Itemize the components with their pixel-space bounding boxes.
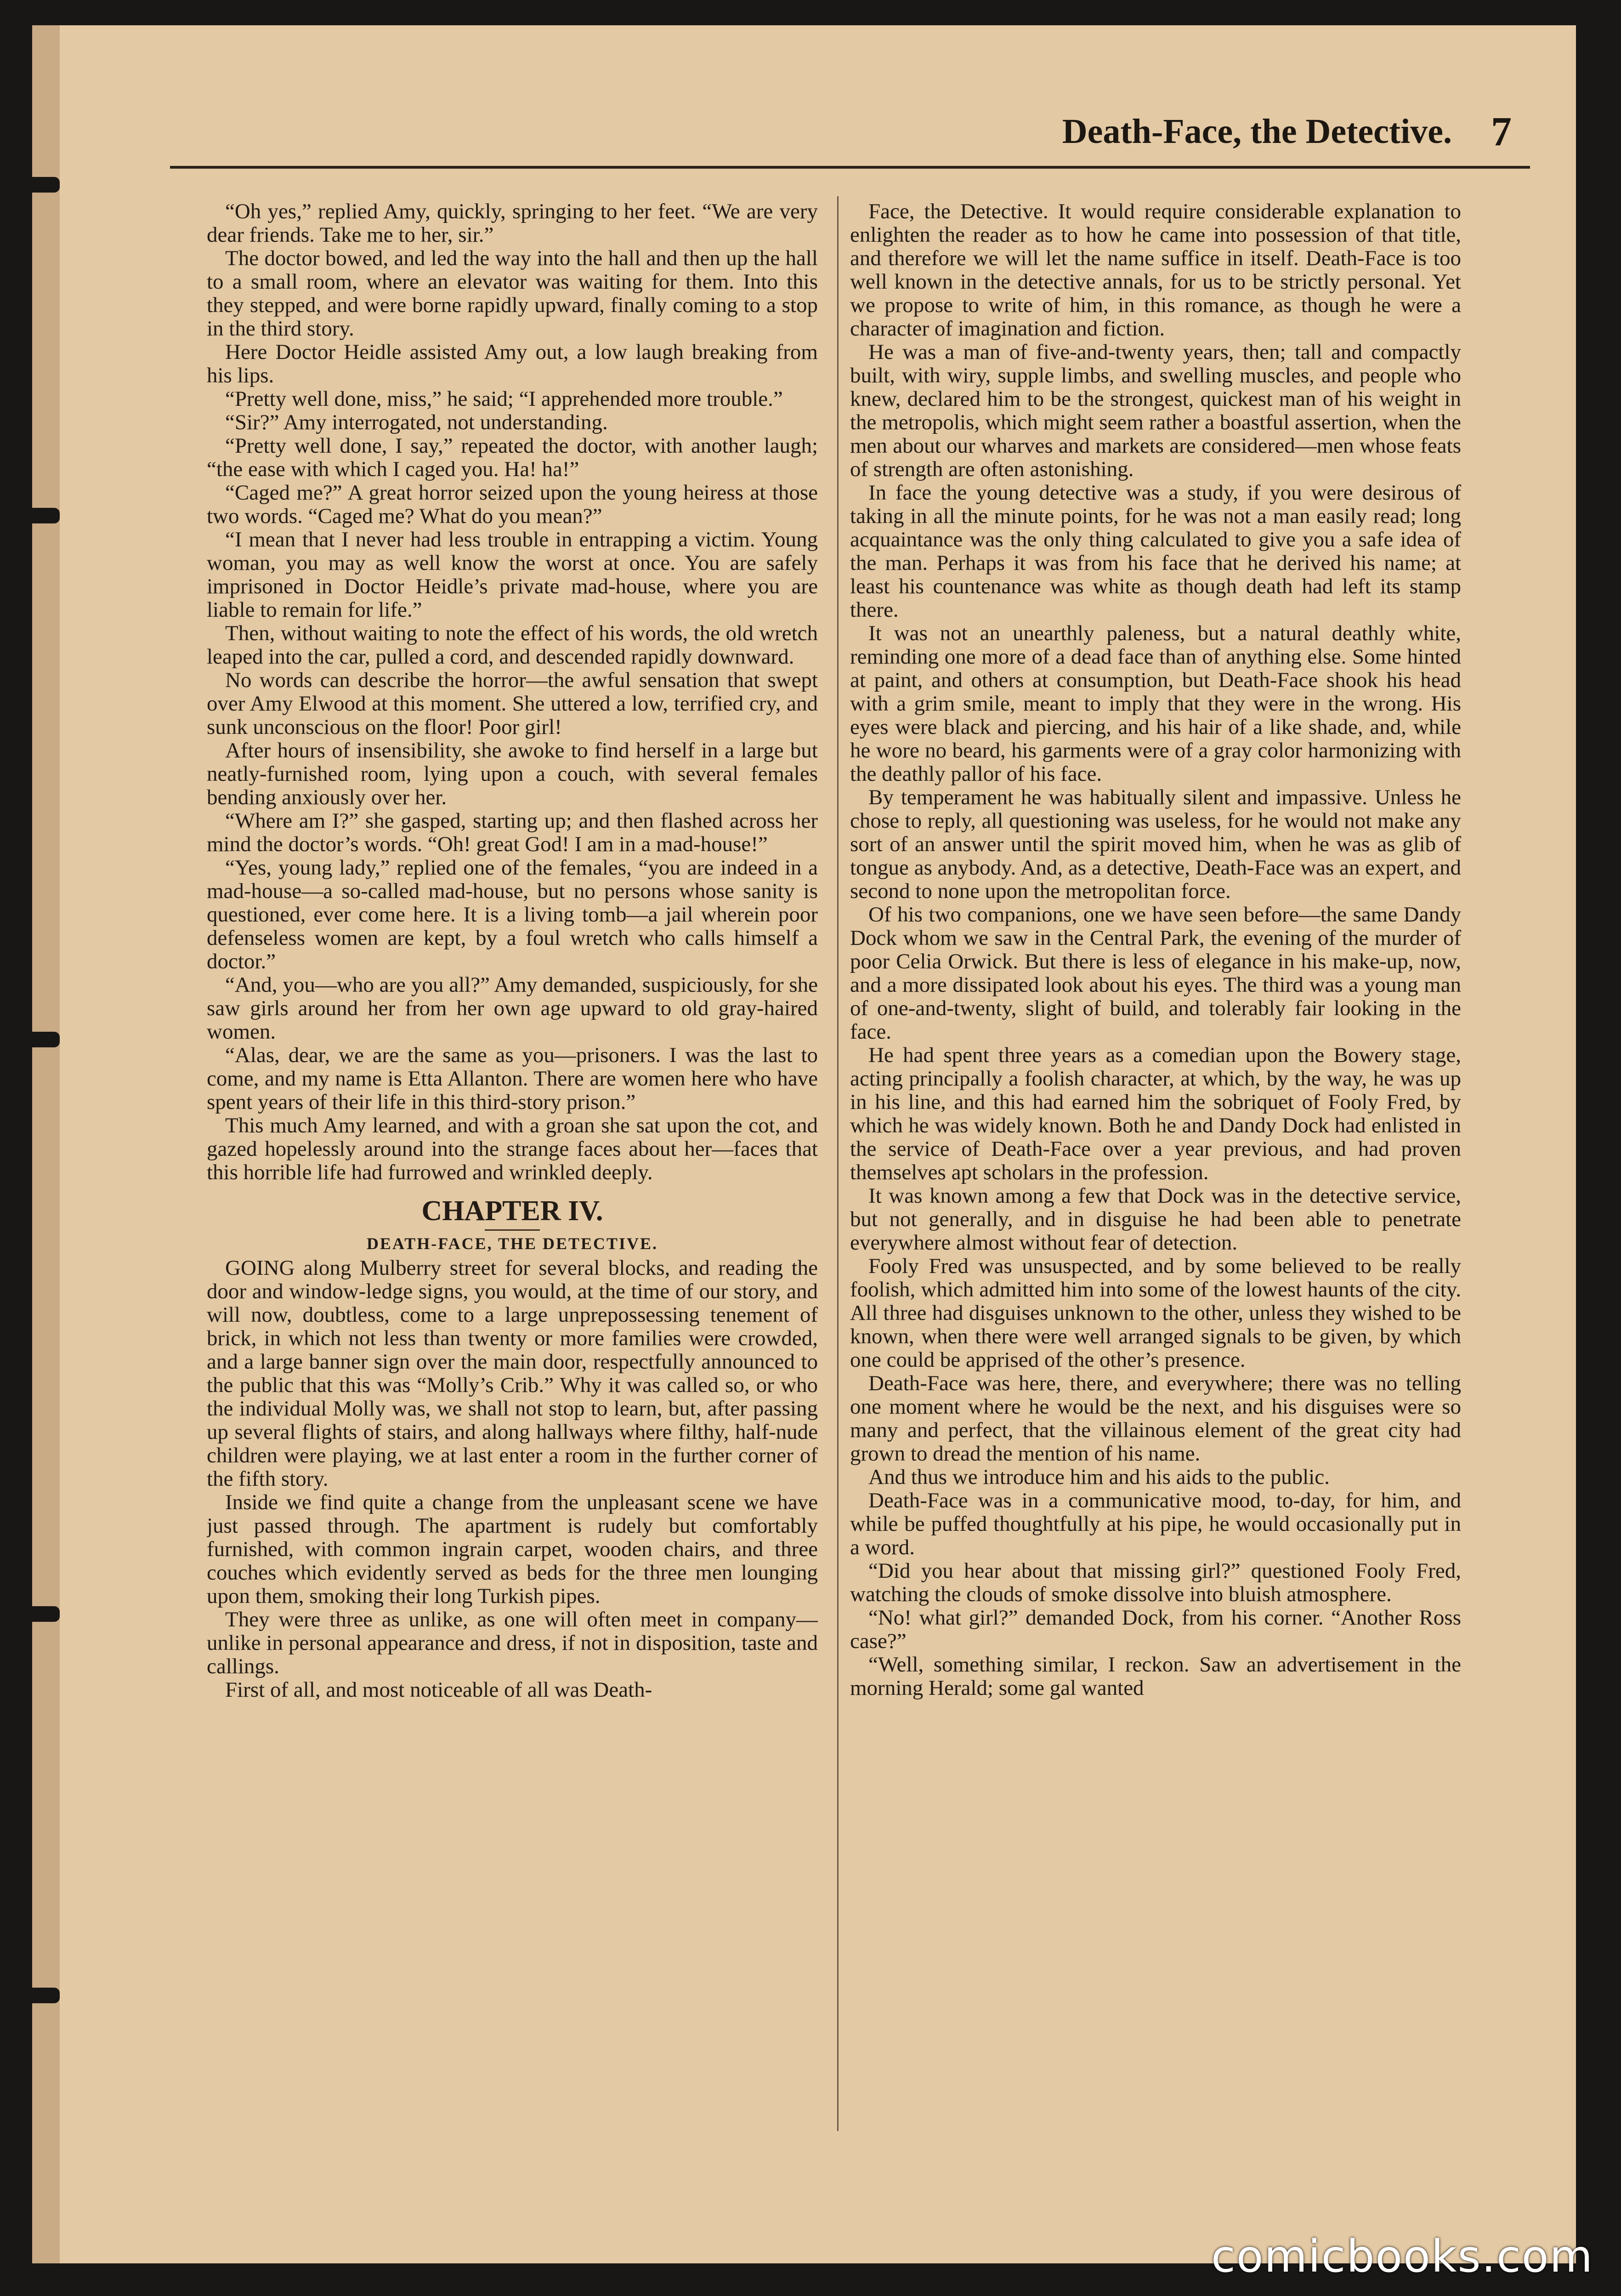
paragraph: “Oh yes,” replied Amy, quickly, springing to her feet. “We are very dear friends. Take me to her, sir.” [207,200,818,247]
paragraph: “Caged me?” A great horror seized upon the young heiress at those two words. “Caged me? What do you mean?” [207,481,818,528]
paragraph: “Well, something similar, I reckon. Saw an advertisement in the morning Herald; some gal wanted [850,1653,1461,1700]
running-header [170,90,1530,172]
chapter-heading: CHAPTER IV. [421,1195,603,1227]
paragraph: Here Doctor Heidle assisted Amy out, a low laugh breaking from his lips. [207,340,818,387]
paragraph: “Where am I?” she gasped, starting up; and then flashed across her mind the doctor’s words. “Oh! great God! I am in a mad-house!” [207,809,818,856]
paragraph: Of his two companions, one we have seen before—the same Dandy Dock whom we saw in the Central Park, the evening of the murder of poor Celia Orwick. But there is less of elegance in his make-up, now, and a more dissipated look about his eyes. The third was a young man of one-and-twenty, slight of build, and tolerably fair looking in the face. [850,903,1461,1044]
paragraph: “And, you—who are you all?” Amy demanded, suspiciously, for she saw girls around her from her own age upward to old gray-haired women. [207,973,818,1044]
paragraph: “Yes, young lady,” replied one of the females, “you are indeed in a mad-house—a so-called mad-house, but no persons whose sanity is questioned, ever come here. It is a living tomb—a jail wherein poor defenseless women are kept, by a foul wretch who calls himself a doctor.” [207,856,818,973]
paragraph: “No! what girl?” demanded Dock, from his corner. “Another Ross case?” [850,1606,1461,1653]
page-number: 7 [1491,109,1512,154]
paragraph: “Sir?” Amy interrogated, not understanding. [225,410,608,434]
binding-hole [32,1606,60,1622]
paragraph: No words can describe the horror—the awful sensation that swept over Amy Elwood at this moment. She uttered a low, terrified cry, and sunk unconscious on the floor! Poor girl! [207,668,818,739]
paragraph: Inside we find quite a change from the unpleasant scene we have just passed through. The apartment is rudely but comfortably furnished, with common ingrain carpet, wooden chairs, and three couches which evidently served as beds for the three men lounging upon them, smoking their long Turkish pipes. [207,1490,818,1608]
paragraph: Death-Face was here, there, and everywhere; there was no telling one moment where he would be the next, and his disguises were so many and perfect, that the villainous element of the great city had grown to dread the mention of his name. [850,1371,1461,1466]
page-gutter [32,25,60,2263]
paragraph: In face the young detective was a study, if you were desirous of taking in all the minute points, for he was not a man easily read; long acquaintance was the only thing calculated to give you a safe idea of the man. Perhaps it was from his face that he derived his name; at least his countenance was white as though death had left its stamp there. [850,481,1461,622]
paragraph: Fooly Fred was unsuspected, and by some believed to be really foolish, which admitted him into some of the lowest haunts of the city. All three had disguises unknown to the other, unless they wished to be known, when there were well arranged signals to be given, by which one could be apprised of the other’s presence. [850,1254,1461,1372]
right-paragraphs [850,200,1461,1700]
header-rule [170,166,1530,169]
paragraph: After hours of insensibility, she awoke to find herself in a large but neatly-furnished room, lying upon a couch, with several females bending anxiously over her. [207,739,818,809]
running-title: Death-Face, the Detective. [1062,112,1452,151]
binding-hole [32,1988,60,2003]
paragraph: This much Amy learned, and with a groan she sat upon the cot, and gazed hopelessly around into the strange faces about her—faces that this horrible life had furrowed and wrinkled deeply. [207,1114,818,1184]
binding-hole [32,1032,60,1047]
paragraph: Death-Face was in a communicative mood, to-day, for him, and while be puffed thoughtfully at his pipe, he would occasionally put in a word. [850,1489,1461,1559]
paragraph: They were three as unlike, as one will often meet in company—unlike in personal appearance and dress, if not in disposition, taste and callings. [207,1608,818,1678]
chapter-rule [485,1229,540,1231]
chapter-subheading: DEATH-FACE, THE DETECTIVE. [366,1234,658,1253]
paragraph: He was a man of five-and-twenty years, then; tall and compactly built, with wiry, supple limbs, and swelling muscles, and people who knew, declared him to be the strongest, quickest man of his weight in the metropolis, which might seem rather a boastful assertion, when the men about our wharves and markets are considered—men whose feats of strength are often astonishing. [850,340,1461,481]
paragraph: “I mean that I never had less trouble in entrapping a victim. Young woman, you may as well know the worst at once. You are safely imprisoned in Doctor Heidle’s private mad-house, where you are liable to remain for life.” [207,528,818,622]
binding-hole [32,177,60,193]
watermark: comicbooks.com [1211,2231,1593,2282]
paragraph: “Pretty well done, miss,” he said; “I apprehended more trouble.” [225,387,783,411]
paragraph: First of all, and most noticeable of all was Death- [225,1678,652,1702]
paragraph: “Pretty well done, I say,” repeated the doctor, with another laugh; “the ease with which I caged you. Ha! ha!” [207,434,818,481]
paragraph: Then, without waiting to note the effect of his words, the old wretch leaped into the car, pulled a cord, and descended rapidly downward. [207,621,818,669]
paragraph: GOING along Mulberry street for several blocks, and reading the door and window-ledge signs, you would, at the time of our story, and will now, doubtless, come to a large unprepossessing tenement of brick, in which not less than twenty or more families were crowded, and a large banner sign over the main door, respectfully announced to the public that this was “Molly’s Crib.” Why it was called so, or who the individual Molly was, we shall not stop to learn, but, after passing up several flights of stairs, and along hallways where filthy, half-nude children were playing, we at last enter a room in the further corner of the fifth story. [207,1256,818,1491]
left-column [207,200,818,2130]
paragraph: And thus we introduce him and his aids to the public. [868,1465,1330,1489]
magazine-page [32,25,1576,2263]
binding-hole [32,508,60,523]
paragraph: It was known among a few that Dock was in the detective service, but not generally, and in disguise he had been able to penetrate everywhere almost without fear of detection. [850,1184,1461,1255]
right-column [850,200,1461,2130]
paragraph: It was not an unearthly paleness, but a natural deathly white, reminding one more of a dead face than of anything else. Some hinted at paint, and others at consumption, but Death-Face shook his head with a grim smile, meant to imply that they were in the wrong. His eyes were black and piercing, and his hair of a like shade, and, while he wore no beard, his garments were of a gray color harmonizing with the deathly pallor of his face. [850,621,1461,786]
paragraph: “Alas, dear, we are the same as you—prisoners. I was the last to come, and my name is Etta Allanton. There are women here who have spent years of their life in this third-story prison.” [207,1043,818,1114]
paragraph: “Did you hear about that missing girl?” questioned Fooly Fred, watching the clouds of smoke dissolve into bluish atmosphere. [850,1559,1461,1606]
paragraph: By temperament he was habitually silent and impassive. Unless he chose to reply, all questioning was useless, for he would not make any sort of an answer until the spirit moved him, when he was as glib of tongue as anybody. And, as a detective, Death-Face was an expert, and second to none upon the metropolitan force. [850,785,1461,903]
left-paragraphs-before-chapter [207,200,818,1184]
left-paragraphs-after-chapter [207,1256,818,1702]
paragraph: The doctor bowed, and led the way into the hall and then up the hall to a small room, where an elevator was waiting for them. Into this they stepped, and were borne rapidly upward, finally coming to a stop in the third story. [207,246,818,341]
paragraph: Face, the Detective. It would require considerable explanation to enlighten the reader as to how he came into possession of that title, and therefore we will let the name suffice in itself. Death-Face is too well known in the detective annals, for us to be strictly personal. Yet we propose to write of him, in this romance, as though he were a character of imagination and fiction. [850,200,1461,341]
column-divider [837,196,839,2131]
paragraph: He had spent three years as a comedian upon the Bowery stage, acting principally a foolish character, at which, by the way, he was up in his line, and this had earned him the sobriquet of Fooly Fred, by which he was widely known. Both he and Dandy Dock had enlisted in the service of Death-Face over a year previous, and had proven themselves apt scholars in the profession. [850,1043,1461,1184]
